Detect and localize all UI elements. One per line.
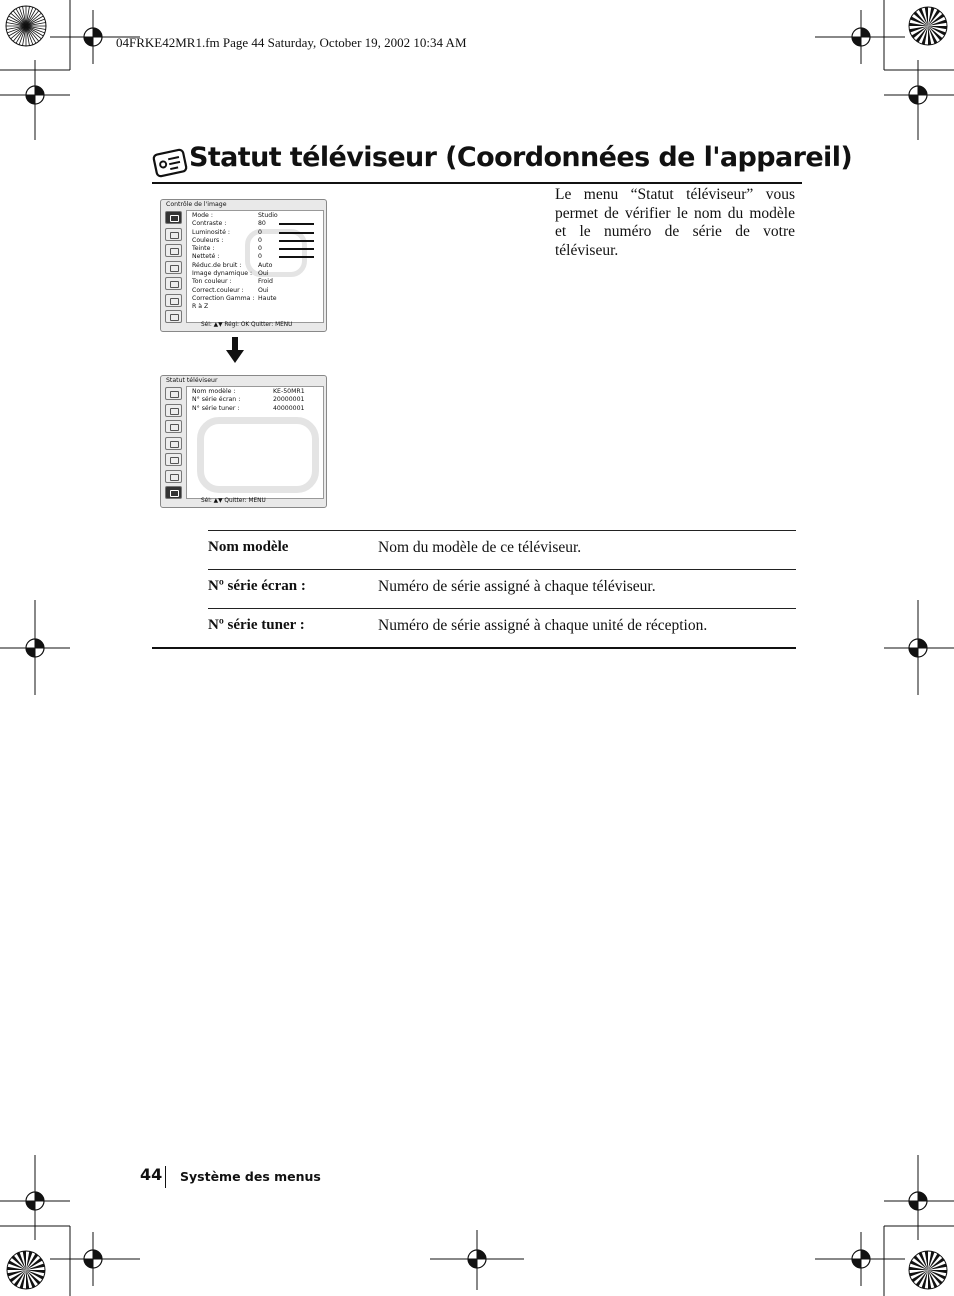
status-panel — [186, 386, 324, 499]
table-row — [208, 608, 796, 647]
status-menu-icon — [165, 310, 182, 323]
menu-icon-column — [163, 211, 185, 327]
row-value: Froid — [258, 278, 273, 286]
description: Numéro de série assigné à chaque unité de réception. — [378, 617, 708, 634]
screen-menu-icon — [165, 420, 182, 433]
watermark-icon — [197, 417, 319, 493]
row-value: Studio — [258, 212, 278, 219]
term: Nº série écran : — [208, 578, 306, 594]
row-value: 40000001 — [273, 404, 305, 412]
description: Nom du modèle de ce téléviseur. — [378, 539, 582, 556]
level-bar — [279, 232, 314, 234]
row-label: Image dynamique : — [192, 270, 253, 278]
tv-status-screen — [160, 375, 327, 508]
row-label: Correct.couleur : — [192, 286, 244, 294]
pc-menu-icon — [165, 470, 182, 483]
term: Nº série tuner : — [208, 617, 305, 633]
intro-paragraph: Le menu “Statut téléviseur” vous permet de vérifier le nom du modèle et le numéro de série de votre téléviseur. — [555, 186, 795, 259]
sound-menu-icon — [165, 404, 182, 417]
features-menu-icon — [165, 437, 182, 450]
section-name: Système des menus — [180, 1169, 321, 1184]
row-label: Nom modèle : — [192, 388, 236, 395]
row-label: Netteté : — [192, 253, 220, 261]
row-label: Teinte : — [192, 245, 215, 253]
setup-menu-icon — [165, 453, 182, 466]
row-value: 0 — [258, 236, 262, 244]
row-label: R à Z — [192, 303, 209, 311]
table-row — [208, 530, 796, 569]
screen-title: Statut téléviseur — [166, 377, 218, 384]
row-label: Correction Gamma : — [192, 294, 255, 302]
watermark-icon — [245, 229, 307, 277]
menu-icon-column — [163, 387, 185, 503]
row-value: 20000001 — [273, 396, 305, 404]
level-bar — [279, 248, 314, 250]
row-label: Luminosité : — [192, 228, 230, 236]
row-label: Ton couleur : — [192, 278, 232, 286]
features-menu-icon — [165, 261, 182, 274]
row-value: 0 — [258, 228, 262, 236]
row-label: N° série écran : — [192, 396, 241, 404]
file-info-header: 04FRKE42MR1.fm Page 44 Saturday, October 19, 2002 10:34 AM — [116, 35, 467, 50]
row-label: N° série tuner : — [192, 404, 240, 412]
starburst-registration-icon — [6, 6, 46, 46]
row-value: Oui — [258, 286, 269, 294]
footer-divider — [165, 1166, 166, 1188]
row-value: Oui — [258, 270, 269, 278]
level-bar — [279, 256, 314, 258]
table-bottom-rule — [152, 647, 796, 649]
page-title-block — [152, 142, 853, 184]
term: Nom modèle — [208, 539, 289, 555]
row-value: Haute — [258, 294, 277, 302]
row-label: Réduc.de bruit : — [192, 261, 242, 269]
setup-menu-icon — [165, 277, 182, 290]
description: Numéro de série assigné à chaque téléviseur. — [378, 578, 656, 595]
starburst-registration-icon — [909, 7, 947, 45]
status-card-icon — [152, 148, 188, 178]
pc-menu-icon — [165, 294, 182, 307]
definitions-table — [208, 530, 796, 647]
row-value: KE-50MR1 — [273, 388, 305, 395]
screen-footer: Sél: ▲▼ Régl: OK Quitter: MENU — [201, 322, 293, 328]
row-value: Auto — [258, 261, 273, 269]
row-label: Couleurs : — [192, 236, 224, 244]
row-value: 0 — [258, 253, 262, 261]
picture-menu-icon — [165, 211, 182, 224]
row-label: Mode : — [192, 212, 213, 219]
page-title: Statut téléviseur (Coordonnées de l'appareil) — [189, 142, 853, 173]
row-label: Contraste : — [192, 220, 227, 228]
starburst-registration-icon — [7, 1251, 45, 1289]
picture-menu-icon — [165, 387, 182, 400]
row-value: 80 — [258, 220, 266, 228]
level-bar — [279, 240, 314, 242]
screen-menu-icon — [165, 244, 182, 257]
screen-title: Contrôle de l'image — [166, 201, 227, 208]
picture-control-screen — [160, 199, 327, 332]
row-value: 0 — [258, 245, 262, 253]
table-row — [208, 569, 796, 608]
down-arrow-icon — [226, 337, 244, 363]
settings-panel — [186, 210, 324, 323]
starburst-registration-icon — [909, 1251, 947, 1289]
page-number: 44 — [140, 1165, 163, 1184]
screen-footer: Sél: ▲▼ Quitter: MENU — [201, 498, 266, 504]
level-bar — [279, 223, 314, 225]
sound-menu-icon — [165, 228, 182, 241]
status-menu-icon — [165, 486, 182, 499]
